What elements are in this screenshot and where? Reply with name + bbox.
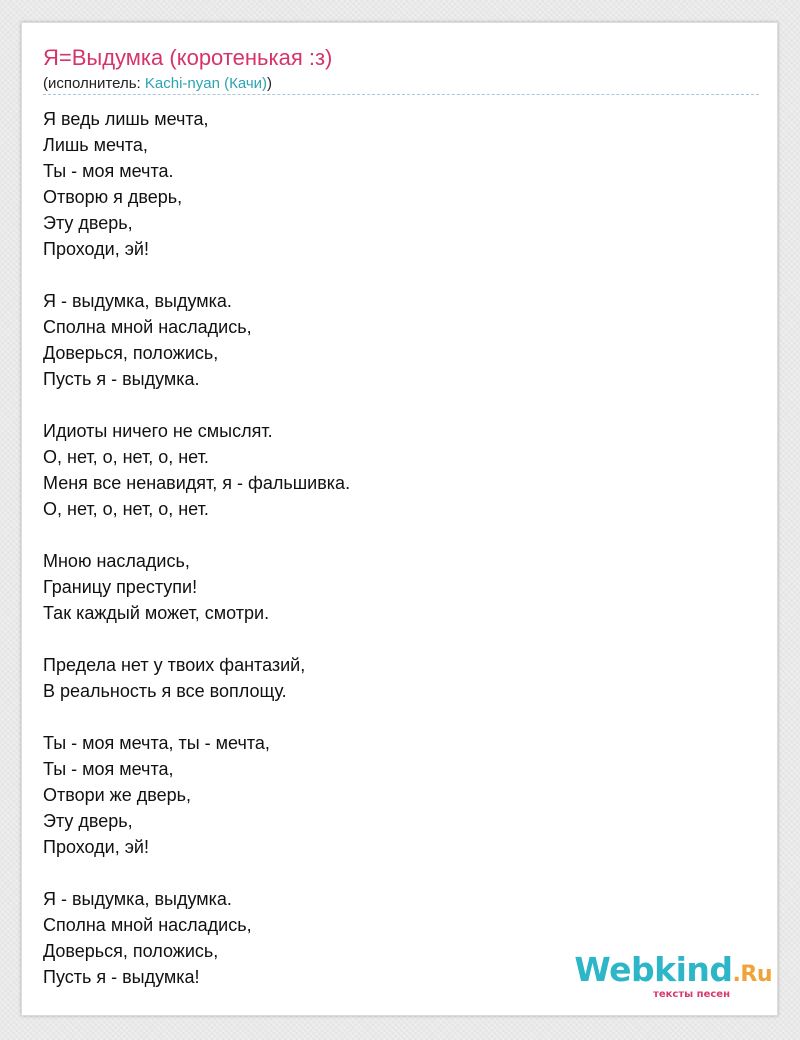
lyric-line: Границу преступи! [43, 577, 198, 597]
dashed-divider [43, 94, 759, 95]
lyric-line: Предела нет у твоих фантазий, [43, 655, 306, 675]
lyric-line: О, нет, о, нет, о, нет. [43, 447, 209, 467]
lyric-line: Эту дверь, [43, 811, 133, 831]
lyric-line: Ты - моя мечта. [43, 161, 174, 181]
lyric-line: Сполна мной насладись, [43, 915, 252, 935]
stanza [43, 418, 743, 522]
lyric-line: Мною насладись, [43, 551, 190, 571]
lyric-line: Пусть я - выдумка. [43, 369, 200, 389]
lyric-line: Меня все ненавидят, я - фальшивка. [43, 473, 351, 493]
lyric-line: В реальность я все воплощу. [43, 681, 287, 701]
lyrics-card [21, 22, 778, 1016]
lyric-line: Пусть я - выдумка! [43, 967, 200, 987]
stanza [43, 548, 743, 626]
lyrics-body [43, 106, 743, 1016]
lyric-line: Отвори же дверь, [43, 785, 191, 805]
lyric-line: Я ведь лишь мечта, [43, 109, 209, 129]
brand-tagline: тексты песен [653, 989, 730, 1000]
artist-link[interactable]: Kachi-nyan (Качи) [144, 75, 268, 92]
lyric-line: Ты - моя мечта, ты - мечта, [43, 733, 270, 753]
lyric-line: Я - выдумка, выдумка. [43, 889, 232, 909]
song-title: Я=Выдумка (коротенькая :з) [43, 45, 333, 70]
lyric-line: Сполна мной насладись, [43, 317, 252, 337]
lyric-line: Эту дверь, [43, 213, 133, 233]
webkind-logo[interactable] [574, 952, 772, 1000]
lyric-line: Доверься, положись, [43, 343, 219, 363]
lyric-line: Проходи, эй! [43, 837, 149, 857]
webkind-brand [574, 952, 772, 993]
lyric-line: Так каждый может, смотри. [43, 603, 270, 623]
lyric-line: Проходи, эй! [43, 239, 149, 259]
stanza [43, 106, 743, 262]
stanza [43, 730, 743, 860]
lyric-line: Доверься, положись, [43, 941, 219, 961]
lyric-line: О, нет, о, нет, о, нет. [43, 499, 209, 519]
lyric-line: Отворю я дверь, [43, 187, 183, 207]
brand-name: Webkind [574, 950, 733, 989]
brand-tld: .Ru [732, 962, 772, 987]
stanza [43, 288, 743, 392]
lyric-line: Я - выдумка, выдумка. [43, 291, 232, 311]
artist-prefix: (исполнитель: [43, 75, 145, 92]
lyric-line: Лишь мечта, [43, 135, 148, 155]
lyric-line: Идиоты ничего не смыслят. [43, 421, 273, 441]
stanza [43, 652, 743, 704]
artist-suffix: ) [267, 75, 273, 92]
lyric-line: Ты - моя мечта, [43, 759, 174, 779]
artist-line [43, 75, 272, 93]
